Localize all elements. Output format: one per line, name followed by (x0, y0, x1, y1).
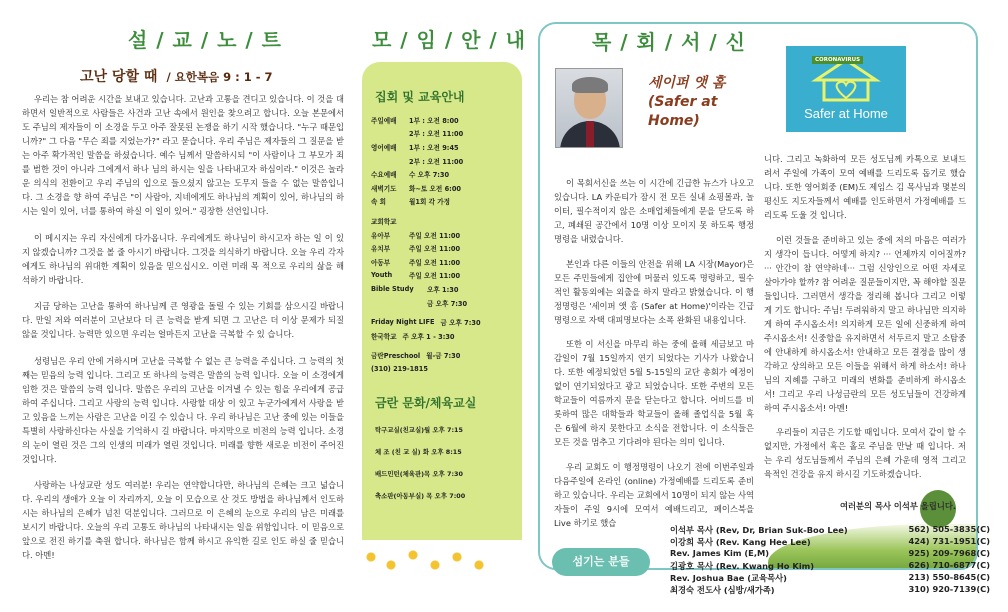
staff-row (670, 548, 990, 560)
sermon-paragraph: 사랑하는 나성교란 성도 여러분! 우리는 연약합니다만, 하나님의 은혜는 크고 넓습니다. 우리의 생애가 오늘 이 자리까지, 오늘 이 모습으로 산 것도 방법을 하나님께서 인도하시는 하나님의 은혜가 넘친 덕분입니다. 그러므로 이 은혜의 눈으로 우리의 남은 미래를 보시기 바랍니다. 오늘의 우리 고통도 하나님의 나타내시는 일을 위함입니다. 이 믿음으로 앞으로 전진 하기를 축원 합니다. 하나님은 함께 하시고 유익한 길로 인도 하실 줄 믿습니다. 아멘! (22, 480, 344, 560)
staff-list (670, 524, 990, 596)
staff-name: 이강희 목사 (Rev. Kang Hee Lee) (670, 537, 811, 547)
letter-paragraph: 이런 것들을 준비하고 있는 중에 저의 마음은 여러가지 생각이 듭니다. 어떻게 하지? ··· 언제까지 이어질까? ··· 안간이 참 연약하네··· 그럼 신앙인으로 어떤 자세로 살아가야 할까? 참 어려운 질문들이지만, 꼭 해야할 질문들입니다. 그러면서 생각을 정리해 봅니다 그리고 이렇게 기도 합니다: 주님! 두려워하지 말고 하나님만 의지하게 하여 주시옵소서! 의지하게 모든 일에 신중하게 하여 주시옵소서! 신중함을 유지하면서 서두르지 말고 소탐중에 안내하게 하시옵소서! 안내하고 모든 결정을 많이 생각하고 상의하고 모든 이들을 위해서 하게 하소서! 하나님의 지혜를 구하고 미래의 변화를 준비하게 하시옵소서! 그리고 우리 나성금란의 모든 성도님들이 건강하게 하여 주시옵소서! 아멘! (764, 234, 966, 413)
sermon-body (22, 92, 344, 575)
culture-item: 탁구교실(친교실)월 오후 7:15 (375, 426, 463, 435)
letter-paragraph: 우리 교회도 이 행정명령이 나오기 전에 이번주일과 다음주일에 온라인 (online) 가정예배를 드리도록 준비하고 있습니다. 우리는 교회에서 10명이 되지 않는 사역자들이 주일 9시에 모여서 예배드리고, 페이스북을 Live 하기로 했습 (554, 461, 754, 528)
staff-name: 최경숙 전도사 (심방/새가족) (670, 585, 775, 595)
schedule-section-title: 모 / 임 / 안 / 내 (372, 28, 526, 52)
schedule-row (371, 296, 513, 310)
schedule-value: 수 오후 7:30 (409, 171, 450, 180)
daisy-icon (380, 554, 402, 576)
logo-text: Safer at Home (804, 106, 888, 121)
daisy-icon (402, 544, 424, 566)
letter-body-right (764, 152, 966, 492)
staff-phone: 310) 920-7139(C) (908, 584, 990, 594)
culture-title: 금란 문화/체육교실 (375, 395, 477, 410)
letter-paragraph: 본인과 다른 이들의 안전을 위해 LA 시장(Mayor)은 모든 주민들에게 집안에 머물러 있도록 명령하고, 필수적인 활동외에는 외출을 하지 말라고 밝혔습니다. 이 행정명령은 '세이퍼 앳 홈 (Safer at Home)'이라는 긴급 명령으로 자택 대피명보다는 소폭 완화된 내용입니다. (554, 258, 754, 325)
staff-row (670, 536, 990, 548)
preschool-phone: (310) 219-1815 (371, 364, 428, 373)
sermon-section-title: 설 / 교 / 노 / 트 (128, 28, 282, 52)
letter-paragraph: 또한 이 서신을 마무리 하는 중에 올해 세금보고 마감일이 7월 15일까지 연기 되었다는 기사가 나왔습니다. 또한 예정되었던 5월 5-15일의 교단 총회가 예정이 없이 연기되었다고 광고 되었습니다. 또한 주변의 모든 학교들이 여름까지 문을 닫는다고 합니다. 어비드를 비롯하여 많은 대학들과 학교들이 올해 졸업식을 5월 혹은 6월에 하지 못한다고 소식을 전합니다. 이 소식들은 모든 것을 멈추고 기다려야 된다는 의미 입니다. (554, 339, 754, 447)
letter-column (538, 22, 978, 570)
schedule-label: 수요예배 (371, 171, 397, 180)
staff-row (670, 584, 990, 596)
house-heart-icon (786, 46, 906, 106)
schedule-row (371, 195, 513, 209)
staff-badge: 섬기는 분들 (552, 548, 650, 576)
education-label: 교회학교 (371, 217, 397, 226)
schedule-panel (362, 62, 522, 540)
letter-body-left (554, 176, 754, 540)
staff-row (670, 572, 990, 584)
staff-phone: 925) 209-7968(C) (908, 548, 990, 558)
coronavirus-badge: CORONAVIRUS (812, 56, 863, 64)
schedule-value: 금 오후 7:30 (427, 299, 468, 308)
letter-paragraph: 우리들이 지금은 기도할 때입니다. 모여서 같이 할 수 없지만, 가정에서 혹은 홀로 주님을 만날 때 입니다. 저는 우리 성도님들께서 주님의 은혜 가운데 영적 그리고 육적인 건강을 유지 하시길 기도하겠습니다. (764, 427, 966, 479)
schedule-label: 영어예배 (371, 143, 397, 152)
preschool-hours: 월-금 7:30 (426, 352, 461, 361)
schedule-row (371, 241, 513, 255)
staff-phone: 424) 731-1951(C) (908, 536, 990, 546)
schedule-value: 주일 오전 11:00 (409, 272, 461, 281)
schedule-value: 월1회 각 가정 (409, 198, 451, 207)
staff-name: Rev. James Kim (E,M) (670, 548, 770, 558)
letter-sign-off: 여러분의 목사 이석부 올립니다. (840, 501, 957, 511)
schedule-value: 2부 : 오전 11:00 (409, 130, 464, 139)
staff-phone: 626) 710-6877(C) (908, 560, 990, 570)
staff-name: Rev. Joshua Bae (교육목사) (670, 573, 787, 583)
sermon-reference: / 요한복음 9 : 1 - 7 (166, 70, 273, 84)
schedule-value: 1부 : 오전 9:45 (409, 143, 459, 152)
schedule-row (371, 282, 513, 296)
schedule-value: 주 오후 1 - 3:30 (402, 332, 455, 341)
schedule-label: 새벽기도 (371, 184, 397, 193)
pastor-photo (555, 68, 623, 148)
staff-row (670, 524, 990, 536)
letter-paragraph: 이 목회서신을 쓰는 이 시간에 긴급한 뉴스가 나오고 있습니다. LA 카운티가 잠시 전 모든 실내 쇼핑몰과, 놀이터, 필수적이지 않은 소매업체들에게 문을 닫도록 하고, 폐쇄된 공간에서 10명 이상 모이지 못 하도록 행정명령을 내렸습니다. (554, 178, 754, 244)
schedule-label: 속 회 (371, 198, 387, 207)
culture-item: 배드민턴(체육관)목 오후 7:30 (375, 470, 463, 479)
schedule-label: 유치부 (371, 245, 391, 254)
schedule-value: 금 오후 7:30 (440, 319, 481, 328)
schedule-row (371, 140, 513, 154)
preschool-label: 금란Preschool (371, 352, 421, 361)
preschool-row (371, 349, 513, 363)
schedule-row (371, 329, 513, 343)
schedule-row (371, 167, 513, 181)
sermon-title: 고난 당할 때 (80, 69, 158, 85)
staff-name: 이석부 목사 (Rev, Dr, Brian Suk-Boo Lee) (670, 525, 848, 535)
sermon-paragraph: 성령님은 우리 안에 거하시며 고난을 극복할 수 없는 큰 능력을 주십니다. 그 능력의 첫째는 믿음의 능력 입니다. 그리고 또 하나의 능력은 말씀의 능력 입니다. 오늘 이 소경에게 임한 것은 말씀의 능력 입니다. 말씀은 우리의 고난을 이겨낼 수 있는 힘을 우리에게 공급하여 주십니다. 그리고 사랑의 능력 입니다. 사랑할 대상 이 있고 누군가에게서 사랑을 받고 있음을 느끼는 사람은 고난을 이길 수 있습니 다. 우리 하나님은 고난 중에 있는 이들을 특별히 사랑하신다는 사실을 기억하시 길 바랍니다. 마지막으로 비전의 능력 입니다. 소경의 눈이 열린 것은 그의 인생의 미래가 열린 것입니다. 미래를 향한 새로운 비전이 주어진 것입니다. (22, 355, 344, 464)
culture-item: 체 조 (친 교 실) 화 오후 8:15 (375, 448, 462, 457)
staff-phone: 562) 505-3835(C) (908, 524, 990, 534)
schedule-value: 2부 : 오전 11:00 (409, 157, 464, 166)
daisy-icon (360, 546, 382, 568)
schedule-value: 주일 오전 11:00 (409, 231, 461, 240)
schedule-row (371, 127, 513, 141)
schedule-value: 오후 1:30 (427, 285, 459, 294)
staff-phone: 213) 550-8645(C) (908, 572, 990, 582)
schedule-row (371, 255, 513, 269)
schedule-row (371, 228, 513, 242)
schedule-value: 주일 오전 11:00 (409, 258, 461, 267)
letter-title: 세이퍼 앳 홈 (Safer at Home) (648, 75, 726, 129)
schedule-column (358, 0, 528, 612)
schedule-value: 주일 오전 11:00 (409, 245, 461, 254)
daisy-illustration (358, 540, 498, 580)
safer-at-home-logo (786, 46, 906, 132)
schedule-label: 주일예배 (371, 116, 397, 125)
letter-section-title: 목 / 회 / 서 / 신 (592, 30, 746, 54)
schedule-label: Bible Study (371, 284, 414, 293)
schedule-label: Youth (371, 271, 393, 280)
sermon-paragraph: 우리는 참 어려운 시간을 보내고 있습니다. 고난과 고통을 견디고 있습니다. 이 것을 대하면서 일반적으로 사람들은 사건과 고난 속에서 원인을 찾으려고 합니다. 오늘 본문에서도 주님의 제자들이 이 소경을 두고 아주 잘못된 논쟁을 하기 시작 했습니다. "누구 때문입니까?" 그 다음 "무슨 죄를 지었는가?" 라고 묻습니다. 우리 주님은 제자들의 그 질문을 받는 아주 확가적인 말씀을 하셨습니다. 예수 님께서 말씀하시되 "이 사람이나 그 부모가 죄를 범한 것이 아니라 그에게서 하나 님의 하시는 일을 나타내고자 하심이라." 이것은 놀라운 의식의 전환이고 우리 주님의 입으로 들으셨지 않고는 도무지 들을 수 없는 말씀입니다. 그 소경을 향 하여 주님은 "이 사람아, 지네에게도 하나님의 계획이 있어, 하나님의 하시는 일이 있어, 너를 통하여 하실 이 일이 있어." 굉장한 선언입니다. (22, 94, 344, 216)
daisy-icon (424, 554, 446, 576)
schedule-row (371, 113, 513, 127)
daisy-icon (446, 546, 468, 568)
staff-name: 김광호 목사 (Rev. Kwang Ho Kim) (670, 561, 815, 571)
schedule-value: 화~토 오전 6:00 (409, 184, 461, 193)
preschool-phone-row (371, 362, 513, 376)
meetings-title: 집회 및 교육안내 (375, 90, 465, 104)
sermon-paragraph: 이 메시지는 우리 자신에게 다가옵니다. 우리에게도 하나님이 하시고자 하는 일 이 있지 않겠습니까? 그것을 볼 줄 아시기 바랍니다. 그것을 의식하기 바랍니다. 오늘 우리 각자에게도 하나님의 위대한 계획이 있음을 믿으십시오. 이런 미래 목 적으로 우리의 삶을 해석하기 바랍니다. (22, 232, 344, 285)
schedule-row (371, 315, 513, 329)
schedule-value: 1부 : 오전 8:00 (409, 116, 459, 125)
schedule-label: 유아부 (371, 231, 391, 240)
schedule-label: 한국학교 (371, 332, 397, 341)
culture-item: 축소판(아동부실) 목 오후 7:00 (375, 492, 466, 501)
sermon-heading (80, 66, 330, 86)
letter-paragraph: 니다. 그리고 녹화하여 모든 성도님께 카톡으로 보내드려서 주일에 가족이 모여 예배를 드리도록 돕기로 했습니다. 또한 영어회중 (EM)도 제임스 김 목사님과 몇분의 평신도 지도자들께서 예배를 인도하면서 가정예배를 드리도록 도울 것 입니다. (764, 154, 966, 220)
schedule-row (371, 181, 513, 195)
staff-row (670, 560, 990, 572)
schedule-row (371, 154, 513, 168)
schedule-label: 아동부 (371, 258, 391, 267)
schedule-label: Friday Night LIFE (371, 318, 435, 327)
worship-schedule (371, 113, 513, 376)
sermon-column (0, 0, 350, 612)
schedule-row (371, 269, 513, 283)
sermon-paragraph: 지금 당하는 고난을 통하여 하나님께 큰 영광을 돌릴 수 있는 기회를 삼으시길 바랍니다. 만일 저와 여러분이 고난보다 더 큰 능력을 받게 되면 그 고난은 더 이상 문제가 되질 않을 것입니다. 능력만 있으면 우리는 얼마든지 고난을 극복할 수 있 습니다. (22, 301, 344, 339)
daisy-icon (468, 554, 490, 576)
